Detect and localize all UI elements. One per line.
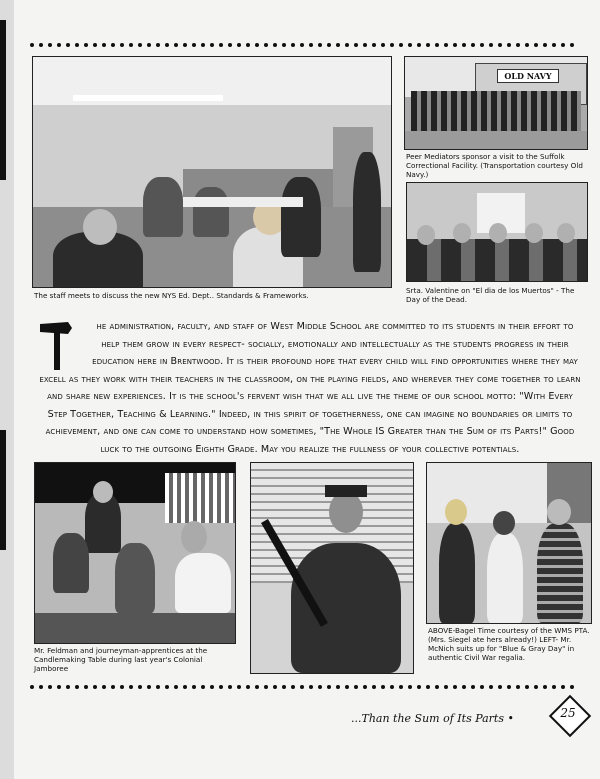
border-dot [561, 685, 565, 689]
main-body-text [38, 318, 582, 458]
border-dot [129, 43, 133, 47]
border-dot [30, 685, 34, 689]
candlemaking-photo [34, 462, 236, 644]
border-dot [399, 43, 403, 47]
day-of-the-dead-caption: Srta. Valentine on "El dia de los Muertos" - The Day of the Dead. [406, 286, 575, 304]
border-dot [507, 43, 511, 47]
border-dot [354, 685, 358, 689]
bagel-time-photo [426, 462, 592, 624]
border-dot [39, 685, 43, 689]
border-dot [462, 43, 466, 47]
border-dot [336, 43, 340, 47]
border-dot [354, 43, 358, 47]
border-dot [147, 43, 151, 47]
border-dot [462, 685, 466, 689]
border-dot [435, 685, 439, 689]
border-dot [372, 685, 376, 689]
border-dot [291, 43, 295, 47]
border-dot [453, 43, 457, 47]
border-dot [156, 43, 160, 47]
border-dot [39, 43, 43, 47]
border-dot [75, 43, 79, 47]
border-dot [327, 685, 331, 689]
border-dot [336, 685, 340, 689]
border-dot [282, 43, 286, 47]
border-dot [300, 43, 304, 47]
border-dot [192, 43, 196, 47]
staff-meeting-caption: The staff meets to discuss the new NYS Ed. Dept.. Standards & Frameworks. [34, 291, 309, 300]
border-dot [381, 43, 385, 47]
page-number-badge [551, 697, 585, 731]
border-dot [318, 685, 322, 689]
binding-mark [0, 430, 6, 550]
border-dot [543, 43, 547, 47]
binding-mark [0, 20, 6, 180]
border-dot [435, 43, 439, 47]
border-dot [111, 43, 115, 47]
page-number: 25 [560, 706, 576, 720]
border-dot [525, 685, 529, 689]
border-dot [66, 43, 70, 47]
border-dot [264, 43, 268, 47]
border-dot [426, 43, 430, 47]
border-dot [525, 43, 529, 47]
border-dot [210, 43, 214, 47]
border-dot [237, 43, 241, 47]
border-dot [201, 685, 205, 689]
border-dot [498, 685, 502, 689]
border-dot [264, 685, 268, 689]
border-dot [255, 685, 259, 689]
border-dot [219, 685, 223, 689]
peer-mediators-caption: Peer Mediators sponsor a visit to the Suffolk Correctional Facility. (Transportation courtesy Old Navy.) [406, 152, 583, 179]
border-dot [417, 43, 421, 47]
border-dot [543, 685, 547, 689]
border-dot [210, 685, 214, 689]
border-dot [219, 43, 223, 47]
border-dot [345, 43, 349, 47]
dotted-border-bottom [30, 682, 578, 694]
dotted-border-top [30, 40, 578, 52]
border-dot [327, 43, 331, 47]
border-dot [183, 685, 187, 689]
border-dot [75, 685, 79, 689]
peer-mediators-photo [404, 56, 588, 150]
border-dot [282, 685, 286, 689]
candlemaking-caption: Mr. Feldman and journeyman-apprentices at the Candlemaking Table during last year's Colonial Jamboree [34, 646, 208, 673]
border-dot [426, 685, 430, 689]
border-dot [129, 685, 133, 689]
border-dot [111, 685, 115, 689]
border-dot [390, 685, 394, 689]
border-dot [372, 43, 376, 47]
border-dot [102, 685, 106, 689]
border-dot [57, 43, 61, 47]
border-dot [480, 43, 484, 47]
border-dot [534, 685, 538, 689]
border-dot [570, 685, 574, 689]
border-dot [480, 685, 484, 689]
border-dot [489, 43, 493, 47]
border-dot [174, 43, 178, 47]
border-dot [552, 43, 556, 47]
border-dot [300, 685, 304, 689]
border-dot [165, 43, 169, 47]
border-dot [507, 685, 511, 689]
border-dot [516, 685, 520, 689]
border-dot [363, 43, 367, 47]
border-dot [255, 43, 259, 47]
border-dot [84, 43, 88, 47]
border-dot [534, 43, 538, 47]
hammer-icon [38, 318, 82, 370]
border-dot [201, 43, 205, 47]
border-dot [246, 685, 250, 689]
border-dot [165, 685, 169, 689]
border-dot [228, 685, 232, 689]
border-dot [147, 685, 151, 689]
border-dot [93, 43, 97, 47]
border-dot [138, 685, 142, 689]
border-dot [399, 685, 403, 689]
border-dot [570, 43, 574, 47]
border-dot [318, 43, 322, 47]
border-dot [192, 685, 196, 689]
border-dot [48, 43, 52, 47]
border-dot [156, 685, 160, 689]
border-dot [489, 685, 493, 689]
border-dot [48, 685, 52, 689]
border-dot [183, 43, 187, 47]
border-dot [57, 685, 61, 689]
border-dot [309, 43, 313, 47]
border-dot [444, 43, 448, 47]
border-dot [363, 685, 367, 689]
border-dot [345, 685, 349, 689]
bagel-time-caption: ABOVE-Bagel Time courtesy of the WMS PTA. (Mrs. Siegel ate hers already!) LEFT- Mr. McNich suits up for "Blue & Gray Day" in authentic Civil War regalia. [428, 626, 590, 662]
border-dot [408, 43, 412, 47]
day-of-the-dead-photo [406, 182, 588, 282]
border-dot [381, 685, 385, 689]
border-dot [453, 685, 457, 689]
border-dot [138, 43, 142, 47]
border-dot [408, 685, 412, 689]
border-dot [102, 43, 106, 47]
border-dot [471, 685, 475, 689]
border-dot [417, 685, 421, 689]
border-dot [561, 43, 565, 47]
border-dot [552, 685, 556, 689]
border-dot [30, 43, 34, 47]
border-dot [93, 685, 97, 689]
civil-war-photo [250, 462, 414, 674]
border-dot [390, 43, 394, 47]
border-dot [237, 685, 241, 689]
border-dot [273, 43, 277, 47]
body-paragraph: he administration, faculty, and staff of West Middle School are committed to its students in their effort to help them grow in every respect- socially, emotionally and intellectually as the students progress in their education here in Brentwood. It is their profound hope that every child will find opportunities where they may excell as they work with their teachers in the classroom, on the playing fields, and wherever they come together to learn and share new experiences. It is the school's fervent wish that we all live the theme of our school motto: "With Every Step Together, Teaching & Learning." Indeed, in this spirit of togetherness, one can imagine no boundaries or limits to achievement, and one can come to understand how sometimes, "The Whole IS Greater than the Sum of its Parts!" Good luck to the outgoing Eighth Grade. May you realize the fullness of your collective potentials. [39, 321, 581, 455]
border-dot [498, 43, 502, 47]
border-dot [291, 685, 295, 689]
old-navy-sign: OLD NAVY [497, 69, 559, 83]
border-dot [273, 685, 277, 689]
footer-tagline: ...Than the Sum of Its Parts • [351, 712, 514, 725]
border-dot [309, 685, 313, 689]
border-dot [471, 43, 475, 47]
border-dot [228, 43, 232, 47]
border-dot [120, 685, 124, 689]
border-dot [246, 43, 250, 47]
border-dot [120, 43, 124, 47]
border-dot [84, 685, 88, 689]
border-dot [66, 685, 70, 689]
border-dot [174, 685, 178, 689]
border-dot [516, 43, 520, 47]
border-dot [444, 685, 448, 689]
staff-meeting-photo [32, 56, 392, 288]
